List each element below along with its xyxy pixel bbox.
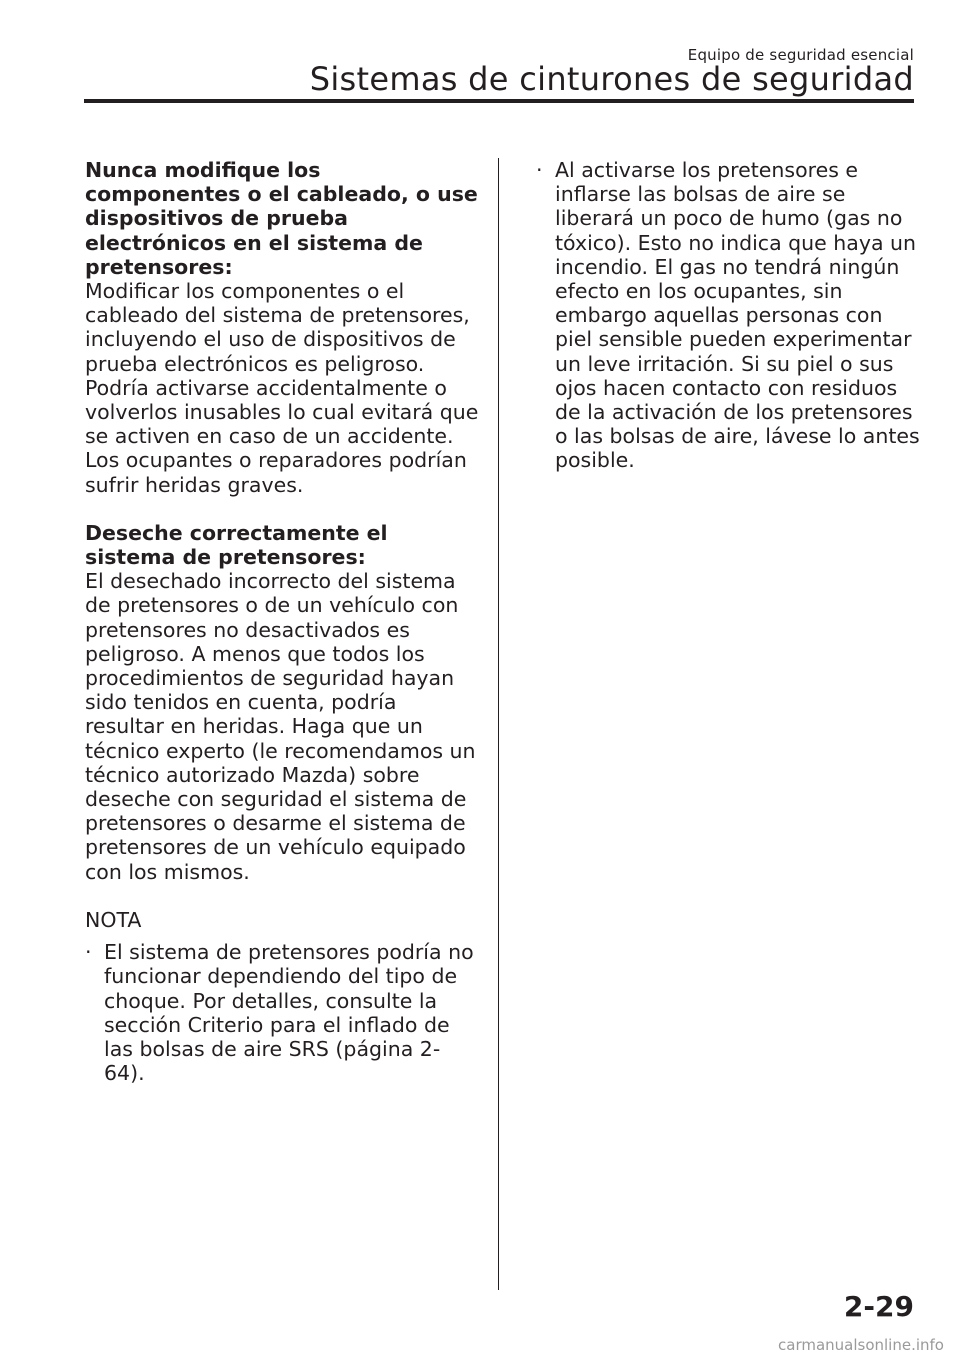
warning-dispose [85, 521, 480, 884]
warning-dispose-body: El desechado incorrecto del sistema de pretensores o de un vehículo con pretensores no desactivados es peligroso. A menos que todos los procedimientos de seguridad hayan sido tenidos en cuenta, podría resultar en heridas. Haga que un técnico experto (le recomendamos un técnico autorizado Mazda) sobre deseche con seguridad el sistema de pretensores o desarme el sistema de pretensores de un vehículo equipado con los mismos. [85, 569, 476, 884]
column-divider [498, 158, 499, 1290]
warning-modify-heading: Nunca modifique los componentes o el cableado, o use dispositivos de prueba electrónicos en el sistema de pretensores: [85, 158, 478, 279]
warning-modify-body: Modificar los componentes o el cableado del sistema de pretensores, incluyendo el uso de dispositivos de prueba electrónicos es peligroso. Podría activarse accidentalmente o volverlos inusables lo cual evitará que se activen en caso de un accidente. Los ocupantes o reparadores podrían sufrir heridas graves. [85, 279, 479, 497]
header-rule [84, 99, 914, 103]
bullet-icon: · [536, 158, 543, 182]
section-label: Equipo de seguridad esencial [687, 46, 914, 64]
left-column [85, 158, 480, 1109]
note-label: NOTA [85, 907, 142, 932]
note-item-text: El sistema de pretensores podría no funcionar dependiendo del tipo de choque. Por detalles, consulte la sección Criterio para el inflado de las bolsas de aire SRS (página 2-64). [104, 940, 474, 1086]
note-block [85, 908, 480, 1085]
list-item [536, 158, 921, 473]
list-item-text: Al activarse los pretensores e inflarse las bolsas de aire se liberará un poco de humo (gas no tóxico). Esto no indica que haya un incendio. El gas no tendrá ningún efecto en los ocupantes, sin embargo aquellas personas con piel sensible pueden experimentar un leve irritación. Si su piel o sus ojos hacen contacto con residuos de la activación de los pretensores o las bolsas de aire, lávese lo antes posible. [555, 158, 920, 473]
page-number: 2-29 [843, 1290, 914, 1323]
bullet-icon: · [85, 940, 92, 965]
page-title: Sistemas de cinturones de seguridad [309, 60, 914, 98]
note-item [85, 940, 480, 1085]
right-column [536, 158, 921, 473]
warning-modify [85, 158, 480, 497]
warning-dispose-heading: Deseche correctamente el sistema de pretensores: [85, 520, 388, 570]
footer-watermark: carmanualsonline.info [778, 1336, 944, 1354]
